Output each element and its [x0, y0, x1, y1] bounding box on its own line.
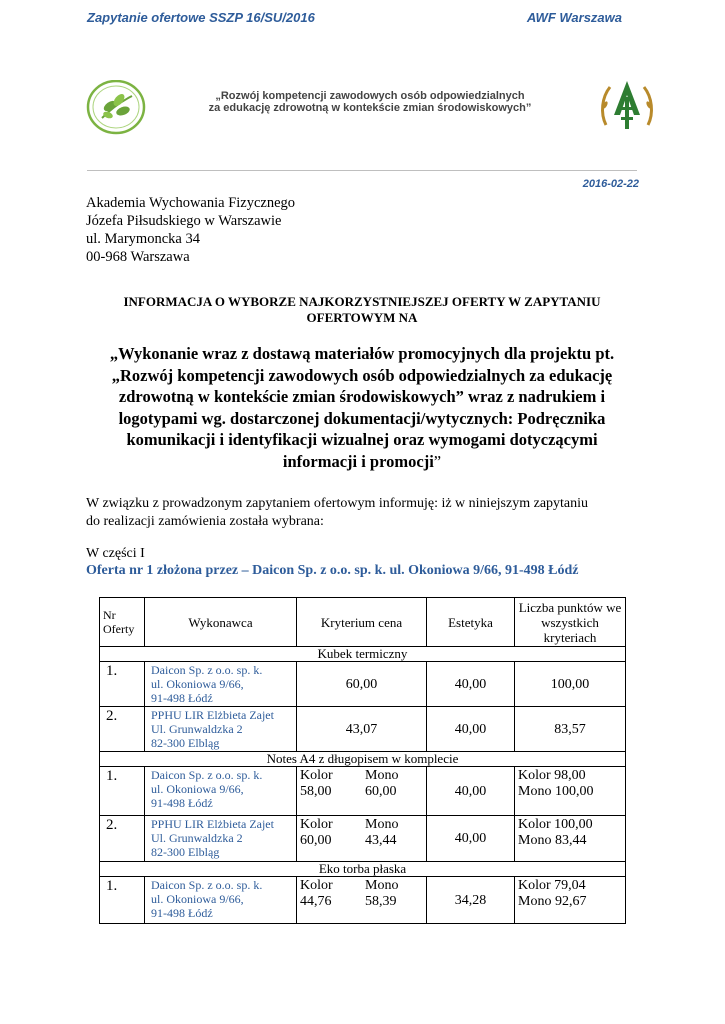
kolor-price: [300, 768, 333, 800]
price-score: [297, 816, 427, 862]
contractor-cell: [145, 707, 297, 752]
mono-value: 60,00: [365, 784, 397, 799]
title-line: OFERTOWYM NA: [306, 309, 418, 325]
section-row: [100, 647, 626, 662]
closing-quote: ”: [433, 451, 442, 471]
kolor-label: Kolor: [300, 878, 333, 893]
contractor-cell: [145, 662, 297, 707]
total-score: [515, 767, 626, 816]
project-line-text: informacji i promocji: [282, 451, 434, 471]
mono-value: 58,39: [365, 894, 397, 909]
project-line: komunikacji i identyfikacji wizualnej oraz wymogami dotyczącymi: [126, 430, 598, 449]
price-split: [300, 817, 423, 849]
intro-line: W związku z prowadzonym zapytaniem ofertowym informuję: iż w niniejszym zapytaniu: [86, 496, 589, 511]
total-kolor: Kolor 79,04: [518, 878, 586, 893]
aesthetics-score: 40,00: [427, 662, 515, 707]
price-score: 60,00: [297, 662, 427, 707]
total-score: [515, 816, 626, 862]
header-punkty: Liczba punktów we wszystkich kryteriach: [515, 598, 626, 647]
contractor-line: Daicon Sp. z o.o. sp. k.: [151, 663, 263, 677]
aesthetics-score: 40,00: [427, 707, 515, 752]
contractor-line: PPHU LIR Elżbieta Zajet: [151, 708, 274, 722]
total-kolor: Kolor 98,00: [518, 768, 586, 783]
header-cena: Kryterium cena: [297, 598, 427, 647]
address-line: Akademia Wychowania Fizycznego: [86, 195, 296, 211]
mono-label: Mono: [365, 878, 399, 893]
contractor-cell: [145, 767, 297, 816]
total-score: 100,00: [515, 662, 626, 707]
project-line: „Wykonanie wraz z dostawą materiałów promocyjnych dla projektu pt.: [109, 344, 615, 363]
contractor-line: Ul. Grunwaldzka 2: [151, 831, 243, 845]
total-mono: Mono 92,67: [518, 894, 587, 909]
header-wykonawca: Wykonawca: [145, 598, 297, 647]
contractor-line: 82-300 Elbląg: [151, 736, 220, 750]
table-row: [100, 816, 626, 862]
kolor-value: 44,76: [300, 894, 332, 909]
kolor-label: Kolor: [300, 817, 333, 832]
offer-number: 1.: [100, 767, 145, 816]
mono-price: [365, 817, 423, 849]
mono-price: [365, 878, 423, 910]
title-line: INFORMACJA O WYBORZE NAJKORZYSTNIEJSZEJ OFERTY W ZAPYTANIU: [123, 294, 601, 309]
address-line: 00-968 Warszawa: [86, 249, 190, 265]
results-table: [99, 597, 626, 924]
kolor-value: 58,00: [300, 784, 332, 799]
contractor-line: ul. Okoniowa 9/66,: [151, 677, 244, 691]
kolor-label: Kolor: [300, 768, 333, 783]
contractor-line: ul. Okoniowa 9/66,: [151, 892, 244, 906]
price-score: [297, 877, 427, 924]
kolor-price: [300, 878, 333, 910]
address-block: [86, 194, 295, 266]
slogan-line: „Rozwój kompetencji zawodowych osób odpowiedzialnych: [215, 90, 525, 102]
total-mono: Mono 83,44: [518, 833, 587, 848]
header-institution: AWF Warszawa: [526, 10, 622, 25]
leaf-logo-icon: [86, 80, 146, 135]
table-row: [100, 767, 626, 816]
contractor-cell: [145, 816, 297, 862]
part-label: W części I: [86, 546, 145, 561]
total-kolor: Kolor 100,00: [518, 817, 593, 832]
aesthetics-score: 34,28: [427, 877, 515, 924]
contractor-line: 82-300 Elbląg: [151, 845, 220, 859]
aesthetics-score: 40,00: [427, 816, 515, 862]
project-slogan: [160, 90, 580, 114]
header-divider: [87, 170, 637, 171]
mono-value: 43,44: [365, 833, 397, 848]
aesthetics-score: 40,00: [427, 767, 515, 816]
table-row: [100, 707, 626, 752]
offer-number: 2.: [100, 707, 145, 752]
intro-paragraph: [86, 495, 646, 530]
address-line: ul. Marymoncka 34: [86, 231, 200, 247]
offer-number: 2.: [100, 816, 145, 862]
project-line: zdrowotną w kontekście zmian środowiskowych” wraz z nadrukiem i: [118, 387, 606, 406]
total-score: 83,57: [515, 707, 626, 752]
address-line: Józefa Piłsudskiego w Warszawie: [86, 213, 282, 229]
header-document-ref: Zapytanie ofertowe SSZP 16/SU/2016: [87, 10, 315, 25]
mono-label: Mono: [365, 817, 399, 832]
mono-price: [365, 768, 423, 800]
price-split: [300, 768, 423, 800]
contractor-line: Daicon Sp. z o.o. sp. k.: [151, 768, 263, 782]
selected-offer: Oferta nr 1 złożona przez – Daicon Sp. z o.o. sp. k. ul. Okoniowa 9/66, 91-498 Łódź: [86, 563, 579, 578]
section-title: Kubek termiczny: [100, 647, 626, 662]
project-line: logotypami wg. dostarczonej dokumentacji/wytycznych: Podręcznika: [118, 408, 606, 428]
document-title: [86, 294, 638, 325]
price-split: [300, 878, 423, 910]
offer-number: 1.: [100, 662, 145, 707]
section-title: Notes A4 z długopisem w komplecie: [100, 752, 626, 767]
contractor-line: Ul. Grunwaldzka 2: [151, 722, 243, 736]
section-title: Eko torba płaska: [100, 862, 626, 877]
total-mono: Mono 100,00: [518, 784, 594, 799]
header-nr: Nr Oferty: [100, 598, 145, 647]
offer-number: 1.: [100, 877, 145, 924]
project-line: [86, 451, 638, 473]
section-row: [100, 862, 626, 877]
intro-line: do realizacji zamówienia została wybrana:: [86, 513, 324, 529]
contractor-line: ul. Okoniowa 9/66,: [151, 782, 244, 796]
total-score: [515, 877, 626, 924]
awf-emblem-icon: [596, 75, 658, 135]
contractor-line: Daicon Sp. z o.o. sp. k.: [151, 878, 263, 892]
header-estetyka: Estetyka: [427, 598, 515, 647]
kolor-value: 60,00: [300, 833, 332, 848]
table-row: [100, 662, 626, 707]
slogan-line: za edukację zdrowotną w kontekście zmian środowiskowych”: [208, 102, 532, 114]
contractor-line: 91-498 Łódź: [151, 796, 213, 810]
table-header-row: [100, 598, 626, 647]
mono-label: Mono: [365, 768, 399, 783]
table-row: [100, 877, 626, 924]
project-description: [86, 343, 638, 472]
contractor-line: PPHU LIR Elżbieta Zajet: [151, 817, 274, 831]
price-score: 43,07: [297, 707, 427, 752]
contractor-line: 91-498 Łódź: [151, 691, 213, 705]
contractor-line: 91-498 Łódź: [151, 906, 213, 920]
section-row: [100, 752, 626, 767]
project-line: „Rozwój kompetencji zawodowych osób odpowiedzialnych za edukację: [111, 365, 613, 385]
document-date: 2016-02-22: [582, 178, 639, 190]
price-score: [297, 767, 427, 816]
kolor-price: [300, 817, 333, 849]
contractor-cell: [145, 877, 297, 924]
